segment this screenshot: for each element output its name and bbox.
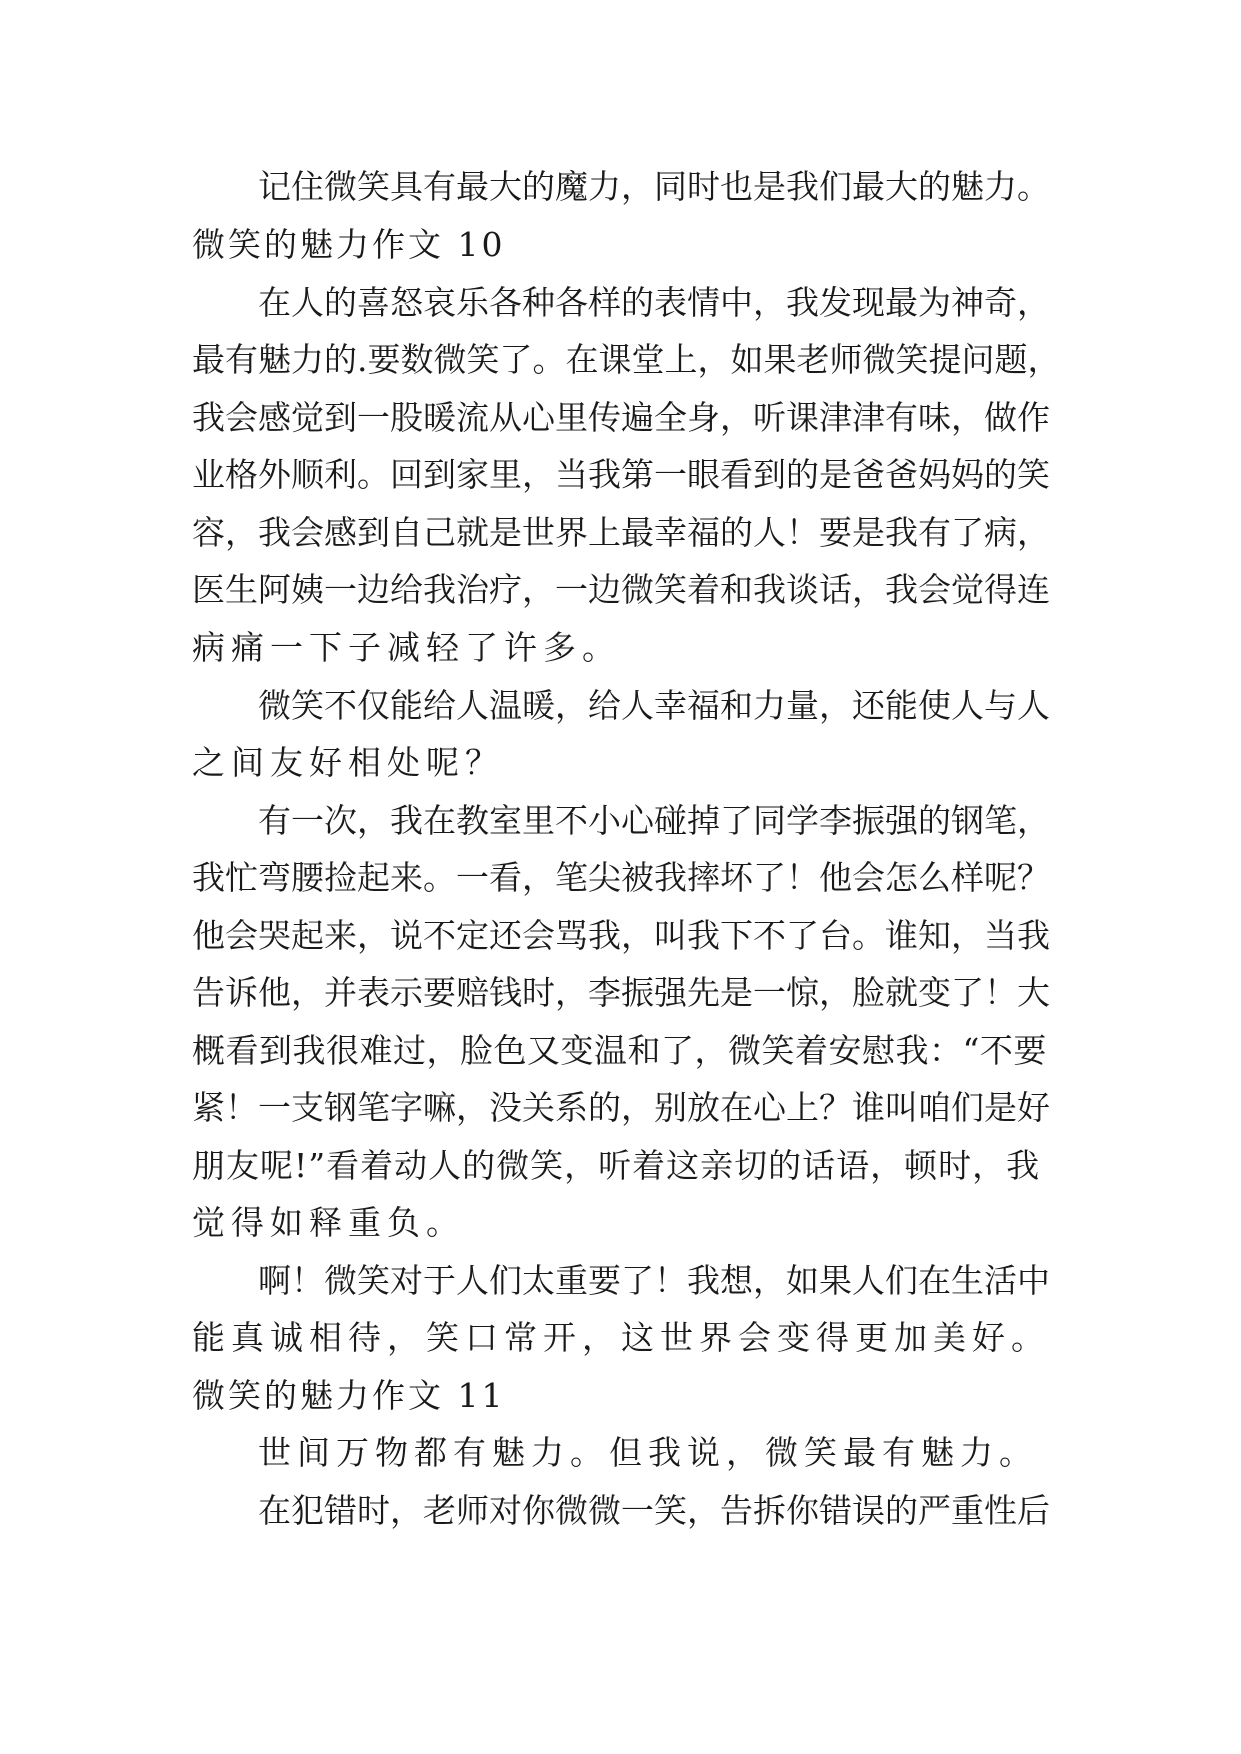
text-line: 朋友呢!”看着动人的微笑，听着这亲切的话语，顿时，我 [192, 1146, 1041, 1185]
text-line: 觉得如释重负。 [192, 1203, 465, 1242]
text-line: 业格外顺利。回到家里，当我第一眼看到的是爸爸妈妈的笑 [192, 455, 1050, 494]
text-line: 微笑不仅能给人温暖，给人幸福和力量，还能使人与人 [258, 686, 1050, 725]
text-line: 在人的喜怒哀乐各种各样的表情中，我发现最为神奇， [258, 283, 1050, 322]
text-line: 我会感觉到一股暖流从心里传遍全身，听课津津有味，做作 [192, 398, 1050, 437]
text-line: 能真诚相待，笑口常开，这世界会变得更加美好。 [192, 1318, 1050, 1357]
section-heading: 微笑的魅力作文 11 [192, 1376, 506, 1415]
text-line: 之间友好相处呢？ [192, 743, 504, 782]
text-line: 紧！一支钢笔字嘛，没关系的，别放在心上？谁叫咱们是好 [192, 1088, 1050, 1127]
text-line: 我忙弯腰捡起来。一看，笔尖被我摔坏了！他会怎么样呢？ [192, 858, 1050, 897]
section-heading: 微笑的魅力作文 10 [192, 225, 506, 264]
text-line: 他会哭起来，说不定还会骂我，叫我下不了台。谁知，当我 [192, 916, 1050, 955]
text-line: 在犯错时，老师对你微微一笑，告拆你错误的严重性后 [258, 1491, 1050, 1530]
text-line: 记住微笑具有最大的魔力，同时也是我们最大的魅力。 [258, 167, 1050, 206]
text-line: 世间万物都有魅力。但我说，微笑最有魅力。 [258, 1433, 1038, 1472]
text-line: 最有魅力的.要数微笑了。在课堂上，如果老师微笑提问题， [192, 340, 1061, 379]
text-line: 概看到我很难过，脸色又变温和了，微笑着安慰我：“不要 [192, 1031, 1047, 1070]
text-line: 容，我会感到自己就是世界上最幸福的人！要是我有了病， [192, 513, 1050, 552]
text-line: 有一次，我在教室里不小心碰掉了同学李振强的钢笔， [258, 801, 1050, 840]
text-line: 啊！微笑对于人们太重要了！我想，如果人们在生活中 [258, 1261, 1050, 1300]
text-line: 告诉他，并表示要赔钱时，李振强先是一惊，脸就变了！大 [192, 973, 1050, 1012]
text-line: 病痛一下子减轻了许多。 [192, 628, 621, 667]
text-line: 医生阿姨一边给我治疗，一边微笑着和我谈话，我会觉得连 [192, 570, 1050, 609]
